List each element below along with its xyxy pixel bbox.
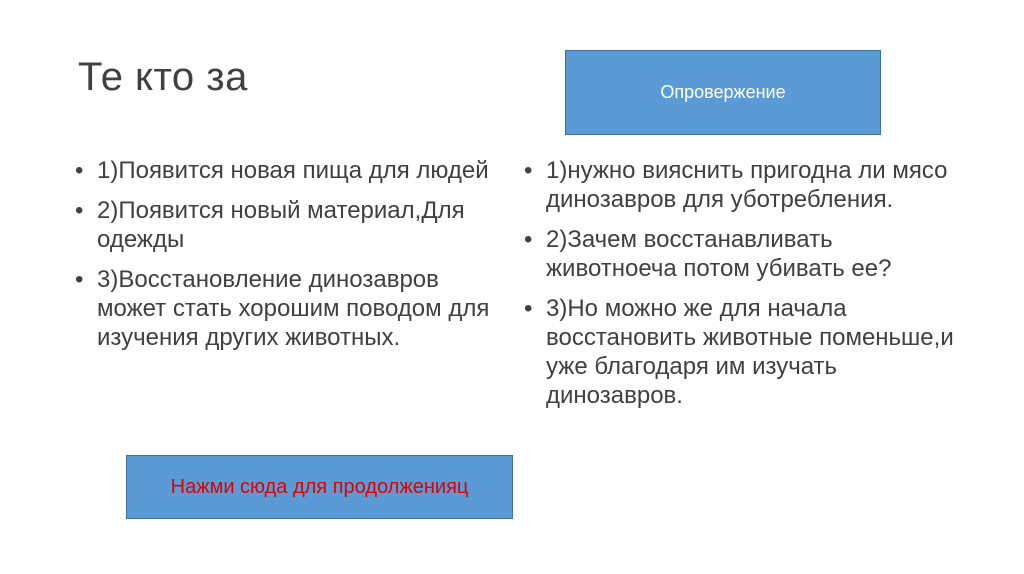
list-item-text: 1)Появится новая пища для людей (97, 157, 489, 184)
list-item (75, 156, 505, 185)
bullet-icon: • (524, 157, 533, 184)
list-item (75, 196, 505, 254)
bullet-icon: • (524, 295, 533, 322)
list-item-text: 1)нужно вияснить пригодна ли мясо динозавров для уботребления. (546, 157, 948, 213)
list-item-text: 3)Но можно же для начала восстановить животные поменьше,и уже благодаря им изучать динозавров. (546, 295, 954, 409)
list-item (524, 225, 964, 283)
pro-arguments-list (75, 156, 505, 363)
list-item-text: 2)Появится новый материал,Для одежды (97, 197, 465, 253)
refute-button[interactable]: Опровержение (565, 50, 881, 135)
list-item-text: 2)Зачем восстанавливать животноеча потом убивать ее? (546, 226, 892, 282)
bullet-icon: • (524, 226, 533, 253)
continue-button[interactable]: Нажми сюда для продолженияц (126, 455, 513, 519)
bullet-icon: • (75, 157, 84, 184)
counter-arguments-list (524, 156, 964, 421)
slide-title: Те кто за (78, 55, 248, 99)
bullet-icon: • (75, 197, 84, 224)
bullet-icon: • (75, 266, 84, 293)
list-item-text: 3)Восстановление динозавров может стать хорошим поводом для изучения других животных. (97, 266, 490, 351)
list-item (524, 294, 964, 410)
list-item (75, 265, 505, 352)
list-item (524, 156, 964, 214)
